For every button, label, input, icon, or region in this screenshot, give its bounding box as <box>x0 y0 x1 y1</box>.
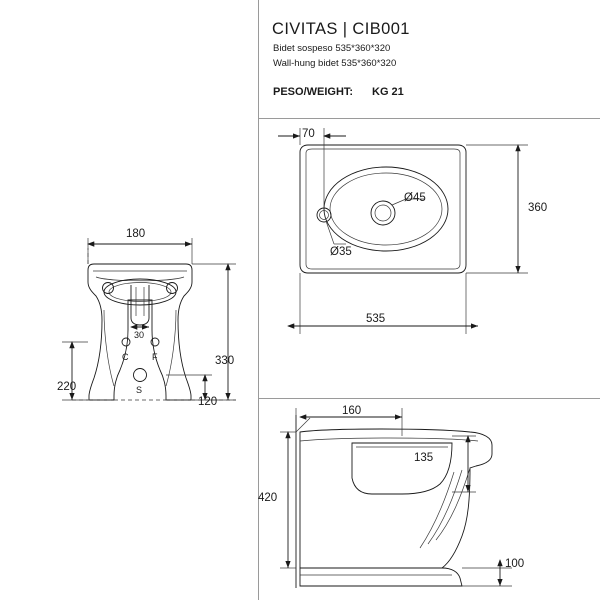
front-dim-30: 30 <box>134 330 145 340</box>
side-dim-420: 420 <box>258 492 278 504</box>
subtitle-italian: Bidet sospeso 535*360*320 <box>273 43 391 54</box>
top-dim-70: 70 <box>302 128 315 140</box>
front-view-geometry <box>62 238 236 400</box>
side-dim-160: 160 <box>342 405 362 417</box>
weight-label: PESO/WEIGHT: <box>273 86 354 98</box>
top-dim-535: 535 <box>366 313 386 325</box>
side-view-geometry <box>280 408 512 588</box>
subtitle-english: Wall-hung bidet 535*360*320 <box>273 58 397 69</box>
front-dim-120: 120 <box>198 396 218 408</box>
top-dim-360: 360 <box>528 202 548 214</box>
front-dim-180: 180 <box>126 228 146 240</box>
weight-value: KG 21 <box>372 86 404 98</box>
side-dim-135: 135 <box>414 452 434 464</box>
front-hole-f-label: F <box>152 352 158 362</box>
front-hole-s-label: S <box>136 385 143 395</box>
top-dim-d35: Ø35 <box>330 246 352 258</box>
top-dim-d45: Ø45 <box>404 192 426 204</box>
front-hole-c-label: C <box>122 352 129 362</box>
page-title: CIVITAS | CIB001 <box>272 20 410 38</box>
side-dim-100: 100 <box>505 558 525 570</box>
front-dim-330: 330 <box>215 355 235 367</box>
top-view-geometry <box>278 128 528 334</box>
front-dim-220: 220 <box>57 381 77 393</box>
